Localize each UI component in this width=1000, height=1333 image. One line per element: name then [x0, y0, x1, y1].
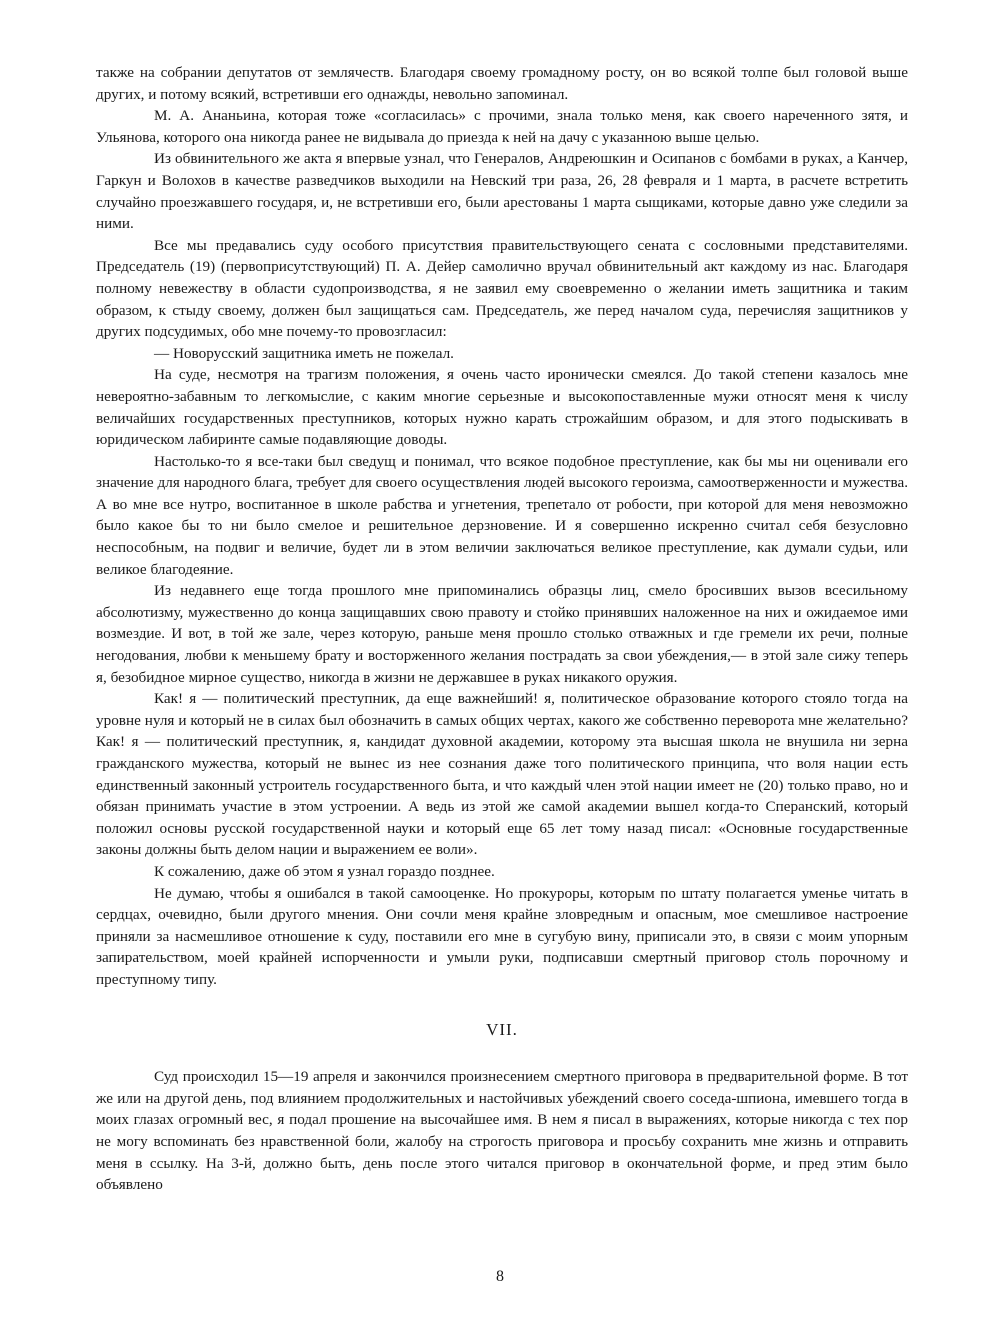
paragraph: Настолько-то я все-таки был сведущ и понимал, что всякое подобное преступление, как бы мы ни оценивали его значение для народного блага, требует для своего осуществления людей высокого героизма, самоотверженности и мужества. А во мне все нутро, воспитанное в школе рабства и угнетения, трепетало от робости, при которой для меня невозможно было какое бы то ни было смелое и решительное дерзновение. И я совершенно искренно считал себя безусловно неспособным, на подвиг и величие, будет ли в этом величии заключаться великое преступление, как думали судьи, или великое благодеяние. — [96, 452, 908, 578]
paragraph: Все мы предавались суду особого присутствия правительствующего сената с сословными представителями. Председатель (19) (первоприсутствующий) П. А. Дейер самолично вручал обвинительный акт каждому из нас. Благодаря полному невежеству в области судопроизводства, я не заявил ему своевременно о желании иметь защитника и таким образом, к стыду своему, должен был защищаться сам. Председатель, же перед началом суда, перечисляя защитников у других подсудимых, обо мне почему-то провозгласил: — [96, 236, 908, 341]
paragraph: Из обвинительного же акта я впервые узнал, что Генералов, Андреюшкин и Осипанов с бомбами в руках, а Канчер, Гаркун и Волохов в качестве разведчиков выходили на Невский три раза, 26, 28 февраля и 1 марта, в расчете встретить случайно проезжавшего государя, и, не встретивши его, были арестованы 1 марта сыщиками, которые давно уже следили за ними. — [96, 150, 908, 233]
paragraph: Не думаю, чтобы я ошибался в такой самооценке. Но прокуроры, которым по штату полагается уменье читать в сердцах, очевидно, были другого мнения. Они сочли меня крайне зловредным и опасным, мое смешливое настроение приняли за насмешливое отношение к суду, поставили его мне в сугубую вину, приписали это, в связи с моим упорным запирательством, моей крайней испорченности и умыли руки, подписавши смертный приговор столь порочному и преступному типу. — [96, 884, 908, 988]
paragraph: М. А. Ананьина, которая тоже «согласилась» с прочими, знала только меня, как своего нареченного зятя, и Ульянова, которого она никогда ранее не видывала до приезда к ней на дачу с указанною выше целью. — [96, 107, 908, 146]
paragraph: На суде, несмотря на трагизм положения, я очень часто иронически смеялся. До такой степени казалось мне невероятно-забавным то легкомыслие, с каким многие серьезные и высокопоставленные мужи относят меня к числу величайших государственных преступников, которых нужно карать строжайшим образом, и для этого подыскивать в юридическом лабиринте самые подавляющие доводы. — [96, 366, 908, 449]
paragraph-continued: также на собрании депутатов от землячеств. Благодаря своему громадному росту, он во всякой толпе был головой выше других, и потому всякий, встретивши его однажды, невольно запоминал. — [96, 64, 908, 103]
paragraph: Суд происходил 15—19 апреля и закончился произнесением смертного приговора в предварительной форме. В тот же или на другой день, под влиянием продолжительных и настойчивых убеждений своего соседа-шпиона, имевшего тогда в моих глазах огромный вес, я подал прошение на высочайшее имя. В нем я писал в выражениях, которые никогда с тех пор не могу вспоминать без нравственной боли, жалобу на строгость приговора и просьбу сохранить мне жизнь и отправить меня в ссылку. На 3-й, должно быть, день после этого читался приговор в окончательной форме, и пред этим было объявлено — [96, 1068, 908, 1194]
paragraph: Как! я — политический преступник, да еще важнейший! я, политическое образование которого стояло тогда на уровне нуля и который не в силах был обозначить в самых общих чертах, какого же собственно переворота мне желательно? Как! я — политический преступник, я, кандидат духовной академии, которому эта высшая школа не внушила ни зерна гражданского мужества, который не вынес из нее сознания даже того политического принципа, что воля нации есть единственный законный устроитель государственного быта, и что каждый член этой нации имеет не (20) только право, но и обязан принимать участие в этом устроении. А ведь из этой же самой академии вышел когда-то Сперанский, который положил основы русской государственной науки и который еще 65 лет тому назад писал: «Основные государственные законы должны быть делом нации и выражением ее воли». — [96, 690, 908, 859]
page-body — [96, 62, 908, 1196]
paragraph: Из недавнего еще тогда прошлого мне припоминались образцы лиц, смело бросивших вызов всесильному абсолютизму, мужественно до конца защищавших свою правоту и стойко принявших наложенное на них и ожидаемое ими возмездие. И вот, в той же зале, через которую, раньше меня прошло столько отважных и где гремели их речи, полные негодования, любви к меньшему брату и восторженного желания пострадать за свои убеждения,— в этой зале сижу теперь я, безобидное мирное существо, никогда в жизни не державшее в руках никакого оружия. — [96, 582, 908, 686]
page-number: 8 — [496, 1268, 504, 1285]
chapter-heading: VII. — [486, 1019, 518, 1039]
paragraph-quote: — Новорусский защитника иметь не пожелал. — [154, 344, 454, 362]
paragraph: К сожалению, даже об этом я узнал гораздо позднее. — [154, 862, 495, 880]
